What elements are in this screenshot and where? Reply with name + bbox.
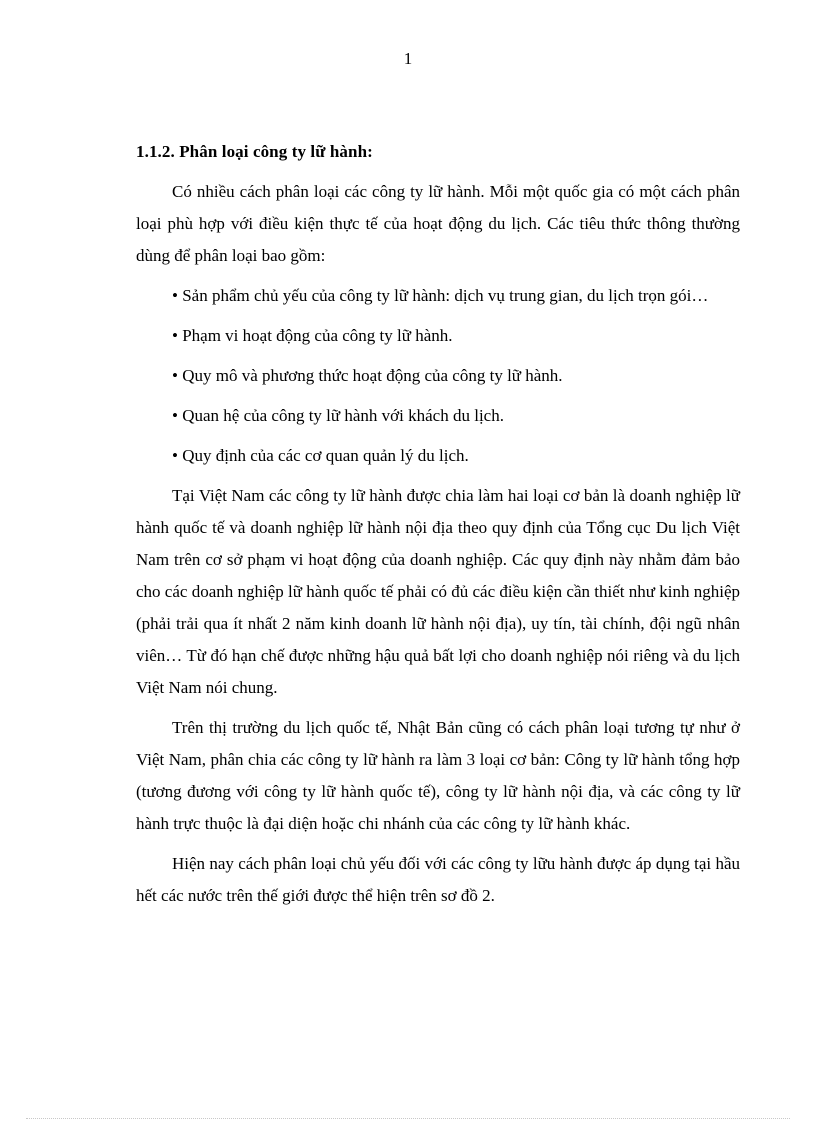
bullet-text: Phạm vi hoạt động của công ty lữ hành. <box>182 326 453 345</box>
bullet-item <box>136 360 740 392</box>
bullet-text: Quy mô và phương thức hoạt động của công ty lữ hành. <box>182 366 563 385</box>
bullet-icon: • <box>172 326 178 345</box>
bullet-item <box>136 320 740 352</box>
body-paragraph-current: Hiện nay cách phân loại chủ yếu đối với các công ty lữu hành được áp dụng tại hầu hết các nước trên thế giới được thể hiện trên sơ đồ 2. <box>136 854 740 905</box>
page-number: 1 <box>403 49 413 68</box>
body-paragraph-japan: Trên thị trường du lịch quốc tế, Nhật Bản cũng có cách phân loại tương tự như ở Việt Nam, phân chia các công ty lữ hành ra làm 3 loại cơ bản: Công ty lữ hành tổng hợp (tương đương với công ty lữ hành quốc tế), công ty lữ hành nội địa, và các công ty lữ hành trực thuộc là đại diện hoặc chi nhánh của các công ty lữ hành khác. <box>136 718 740 833</box>
bullet-item <box>136 280 740 312</box>
bullet-item <box>136 400 740 432</box>
section-heading: 1.1.2. Phân loại công ty lữ hành: <box>136 142 373 161</box>
bullet-item <box>136 440 740 472</box>
body-paragraph-vietnam: Tại Việt Nam các công ty lữ hành được chia làm hai loại cơ bản là doanh nghiệp lữ hành quốc tế và doanh nghiệp lữ hành nội địa theo quy định của Tổng cục Du lịch Việt Nam trên cơ sở phạm vi hoạt động của doanh nghiệp. Các quy định này nhằm đảm bảo cho các doanh nghiệp lữ hành quốc tế phải có đủ các điều kiện cần thiết như kinh nghiệp (phải trải qua ít nhất 2 năm kinh doanh lữ hành nội địa), uy tín, tài chính, đội ngũ nhân viên… Từ đó hạn chế được những hậu quả bất lợi cho doanh nghiệp nói riêng và du lịch Việt Nam nói chung. <box>136 486 740 697</box>
intro-paragraph: Có nhiều cách phân loại các công ty lữ hành. Mỗi một quốc gia có một cách phân loại phù hợp với điều kiện thực tế của hoạt động du lịch. Các tiêu thức thông thường dùng để phân loại bao gồm: <box>136 182 740 265</box>
bullet-icon: • <box>172 366 178 385</box>
bullet-text: Quy định của các cơ quan quản lý du lịch. <box>182 446 469 465</box>
bullet-icon: • <box>172 406 178 425</box>
document-body <box>136 140 740 920</box>
bullet-list <box>136 280 740 472</box>
bullet-text: Quan hệ của công ty lữ hành với khách du lịch. <box>182 406 504 425</box>
page-bottom-divider <box>26 1118 790 1119</box>
bullet-icon: • <box>172 286 178 305</box>
bullet-text: Sản phẩm chủ yếu của công ty lữ hành: dịch vụ trung gian, du lịch trọn gói… <box>182 286 709 305</box>
bullet-icon: • <box>172 446 178 465</box>
